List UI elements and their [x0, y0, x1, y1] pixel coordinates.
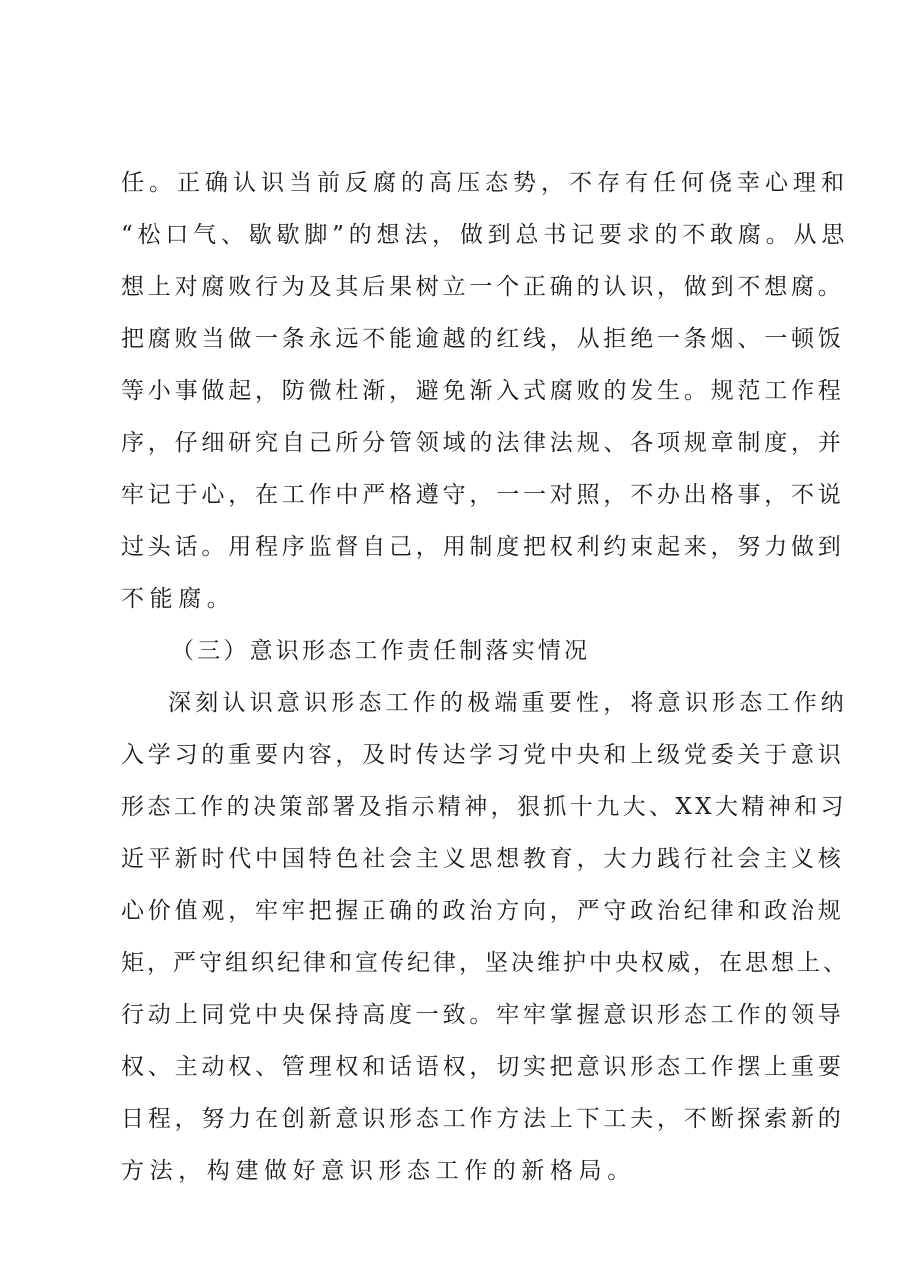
paragraph-2-line-4: 近平新时代中国特色社会主义思想教育，大力践行社会主义核 [121, 846, 845, 872]
paragraph-2-line-9: 日程，努力在创新意识形态工作方法上下工夫，不断探索新的 [121, 1106, 845, 1132]
paragraph-1-line-8: 过头话。用程序监督自己，用制度把权利约束起来，努力做到 [121, 534, 845, 560]
paragraph-2-line-10: 方法，构建做好意识形态工作的新格局。 [121, 1158, 636, 1184]
paragraph-2-line-2: 入学习的重要内容，及时传达学习党中央和上级党委关于意识 [121, 742, 845, 768]
paragraph-1-line-2: “松口气、歇歇脚”的想法，做到总书记要求的不敢腐。从思 [121, 222, 850, 248]
paragraph-1-line-4: 把腐败当做一条永远不能逾越的红线，从拒绝一条烟、一顿饭 [121, 326, 845, 352]
paragraph-1-line-7: 牢记于心，在工作中严格遵守，一一对照，不办出格事，不说 [121, 482, 845, 508]
paragraph-2-line-3: 形态工作的决策部署及指示精神，狠抓十九大、XX大精神和习 [121, 794, 847, 820]
paragraph-1-line-3: 想上对腐败行为及其后果树立一个正确的认识，做到不想腐。 [121, 274, 845, 300]
paragraph-2-line-5: 心价值观，牢牢把握正确的政治方向，严守政治纪律和政治规 [121, 898, 845, 924]
paragraph-1-line-5: 等小事做起，防微杜渐，避免渐入式腐败的发生。规范工作程 [121, 378, 845, 404]
paragraph-1-line-9: 不能腐。 [121, 586, 236, 612]
paragraph-2-line-6: 矩，严守组织纪律和宣传纪律，坚决维护中央权威，在思想上、 [121, 950, 849, 976]
paragraph-1-line-6: 序，仔细研究自己所分管领域的法律法规、各项规章制度，并 [121, 430, 845, 456]
paragraph-2-line-1: 深刻认识意识形态工作的极端重要性，将意识形态工作纳 [168, 690, 848, 716]
paragraph-2-line-8: 权、主动权、管理权和话语权，切实把意识形态工作摆上重要 [121, 1054, 845, 1080]
section-heading: （三）意识形态工作责任制落实情况 [171, 638, 591, 664]
paragraph-2-line-7: 行动上同党中央保持高度一致。牢牢掌握意识形态工作的领导 [121, 1002, 845, 1028]
paragraph-1-line-1: 任。正确认识当前反腐的高压态势，不存有任何侥幸心理和 [121, 170, 849, 196]
